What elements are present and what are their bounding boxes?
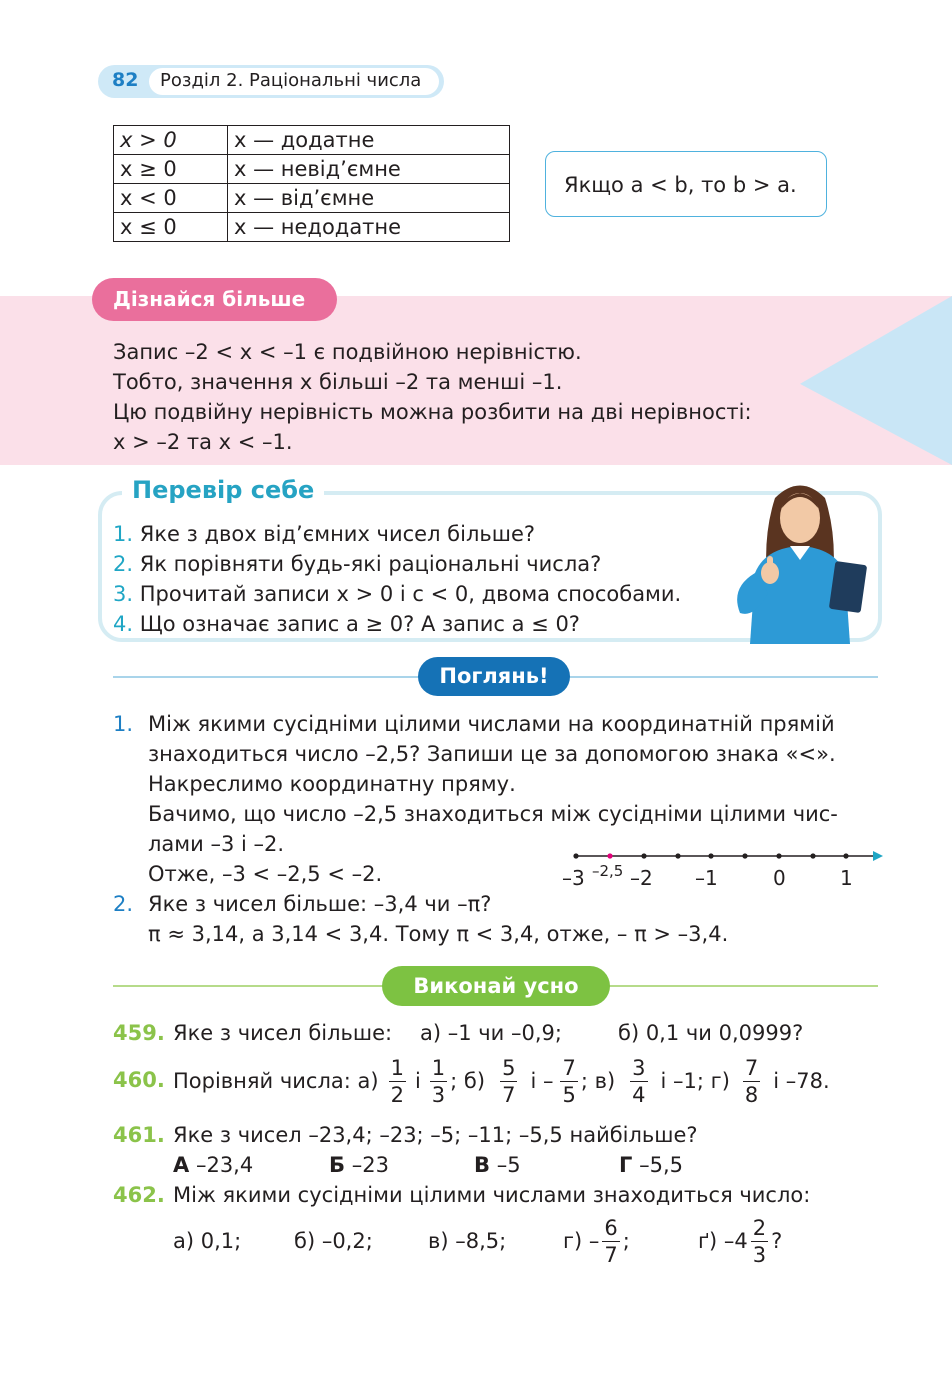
answer-option: Г –5,5	[619, 1153, 683, 1177]
fraction: $\frac{3}{4}$	[632, 1055, 646, 1107]
answer-option: А –23,4	[173, 1153, 254, 1177]
check-yourself-title: Перевір себе	[122, 472, 324, 508]
table-cell: x — невід’ємне	[228, 155, 510, 184]
learn-more-line: x > –2 та x < –1.	[113, 430, 293, 454]
table-row	[114, 184, 510, 213]
chapter-title: Розділ 2. Раціональні числа	[160, 70, 422, 91]
item-text: Прочитай записи x > 0 і c < 0, двома способами.	[139, 582, 682, 606]
check-item	[113, 579, 681, 609]
check-item	[113, 519, 535, 549]
page-number: 82	[112, 69, 139, 91]
item-number: 3.	[113, 582, 134, 606]
arrow-icon	[873, 851, 883, 861]
problem-text: і –78.	[773, 1069, 830, 1093]
problem-option: г) – $\frac{6}{7}$ ;	[563, 1215, 630, 1267]
problem-option: б) 0,1 чи 0,0999?	[618, 1021, 804, 1045]
example-line: Яке з чисел більше: –3,4 чи –π?	[148, 892, 492, 916]
item-number: 4.	[113, 612, 134, 636]
answer-option: Б –23	[329, 1153, 389, 1177]
table-cell: x ≤ 0	[114, 213, 228, 242]
problem-text: і	[414, 1069, 421, 1093]
learn-more-line: Тобто, значення x більші –2 та менші –1.	[113, 370, 563, 394]
example-line: Отже, –3 < –2,5 < –2.	[148, 862, 383, 886]
girl-with-book-illustration	[720, 478, 880, 644]
tick-label: –1	[695, 866, 718, 890]
problem-text: Порівняй числа: а)	[173, 1069, 379, 1093]
oral-title: Виконай усно	[382, 966, 610, 1006]
fraction: $\frac{2}{3}$	[752, 1215, 767, 1267]
tick-label: –2	[630, 866, 653, 890]
learn-more-line: Цю подвійну нерівність можна розбити на дві нерівності:	[113, 400, 752, 424]
tick-label: –2,5	[592, 862, 624, 880]
example-number: 1.	[113, 712, 134, 736]
example-line: π ≈ 3,14, а 3,14 < 3,4. Тому π < 3,4, отже, – π > –3,4.	[148, 922, 729, 946]
check-item	[113, 549, 601, 579]
item-text: Яке з двох від’ємних чисел більше?	[139, 522, 536, 546]
tick-label: 0	[773, 866, 786, 890]
table-cell: x — від’ємне	[228, 184, 510, 213]
example-line: лами –3 і –2.	[148, 832, 285, 856]
table-cell: x < 0	[114, 184, 228, 213]
tick-dot	[675, 853, 680, 858]
rule-note: Якщо a < b, то b > a.	[545, 151, 827, 217]
learn-more-line: Запис –2 < x < –1 є подвійною нерівністю.	[113, 340, 582, 364]
problem-text: Яке з чисел більше:	[173, 1021, 393, 1045]
problem-text: і –	[530, 1069, 554, 1093]
problem-option: а) –1 чи –0,9;	[420, 1021, 562, 1045]
example-number: 2.	[113, 892, 134, 916]
table-row	[114, 155, 510, 184]
problem-number: 459.	[113, 1021, 165, 1045]
fraction: $\frac{7}{5}$	[562, 1055, 576, 1107]
tick-dot	[742, 853, 747, 858]
problem-option: б) –0,2;	[294, 1229, 373, 1253]
fraction: $\frac{5}{7}$	[502, 1055, 516, 1107]
fraction: $\frac{7}{8}$	[744, 1055, 759, 1107]
fraction: $\frac{6}{7}$	[604, 1215, 618, 1267]
item-text: Що означає запис a ≥ 0? А запис a ≤ 0?	[139, 612, 580, 636]
table-cell: x ≥ 0	[114, 155, 228, 184]
example-line: Між якими сусідніми цілими числами на координатній прямій	[148, 712, 835, 736]
table-cell: x — додатне	[228, 126, 510, 155]
tick-dot	[708, 853, 713, 858]
problem-number: 461.	[113, 1123, 165, 1147]
tick-dot	[776, 853, 781, 858]
problem-text: Між якими сусідніми цілими числами знаходиться число:	[173, 1183, 811, 1207]
problem-text: ; б)	[450, 1069, 486, 1093]
sign-table	[113, 125, 510, 242]
table-row	[114, 126, 510, 155]
tick-label: –3	[562, 866, 585, 890]
item-text: Як порівняти будь-які раціональні числа?	[139, 552, 602, 576]
example-line: знаходиться число –2,5? Запиши це за допомогою знака «<».	[148, 742, 836, 766]
number-line	[555, 845, 885, 890]
tick-label: 1	[840, 866, 853, 890]
tick-dot	[843, 853, 848, 858]
table-cell: x — недодатне	[228, 213, 510, 242]
table-row	[114, 213, 510, 242]
example-line: Бачимо, що число –2,5 знаходиться між сусідніми цілими чис-	[148, 802, 838, 826]
item-number: 2.	[113, 552, 134, 576]
table-cell: x > 0	[114, 126, 228, 155]
problem-option: ґ) –4 $\frac{2}{3}$ ?	[698, 1215, 783, 1267]
tick-dot	[573, 853, 578, 858]
problem-number: 462.	[113, 1183, 165, 1207]
look-title: Поглянь!	[418, 657, 570, 696]
check-item	[113, 609, 580, 639]
problem-option: в) –8,5;	[428, 1229, 507, 1253]
tick-dot	[641, 853, 646, 858]
problem-text: ; в)	[580, 1069, 616, 1093]
tick-dot	[810, 853, 815, 858]
problem-text: Яке з чисел –23,4; –23; –5; –11; –5,5 найбільше?	[173, 1123, 698, 1147]
learn-more-title: Дізнайся більше	[92, 278, 337, 321]
problem-text: і –1; г)	[660, 1069, 730, 1093]
fraction: $\frac{1}{3}$	[431, 1055, 446, 1107]
item-number: 1.	[113, 522, 134, 546]
problem-number: 460.	[113, 1068, 165, 1092]
answer-option: В –5	[474, 1153, 521, 1177]
point-dot	[607, 853, 612, 858]
problem-460-body	[173, 1050, 830, 1112]
page-header	[98, 65, 444, 98]
fraction: $\frac{1}{2}$	[390, 1055, 404, 1107]
problem-option: а) 0,1;	[173, 1229, 242, 1253]
example-line: Накреслимо координатну пряму.	[148, 772, 516, 796]
